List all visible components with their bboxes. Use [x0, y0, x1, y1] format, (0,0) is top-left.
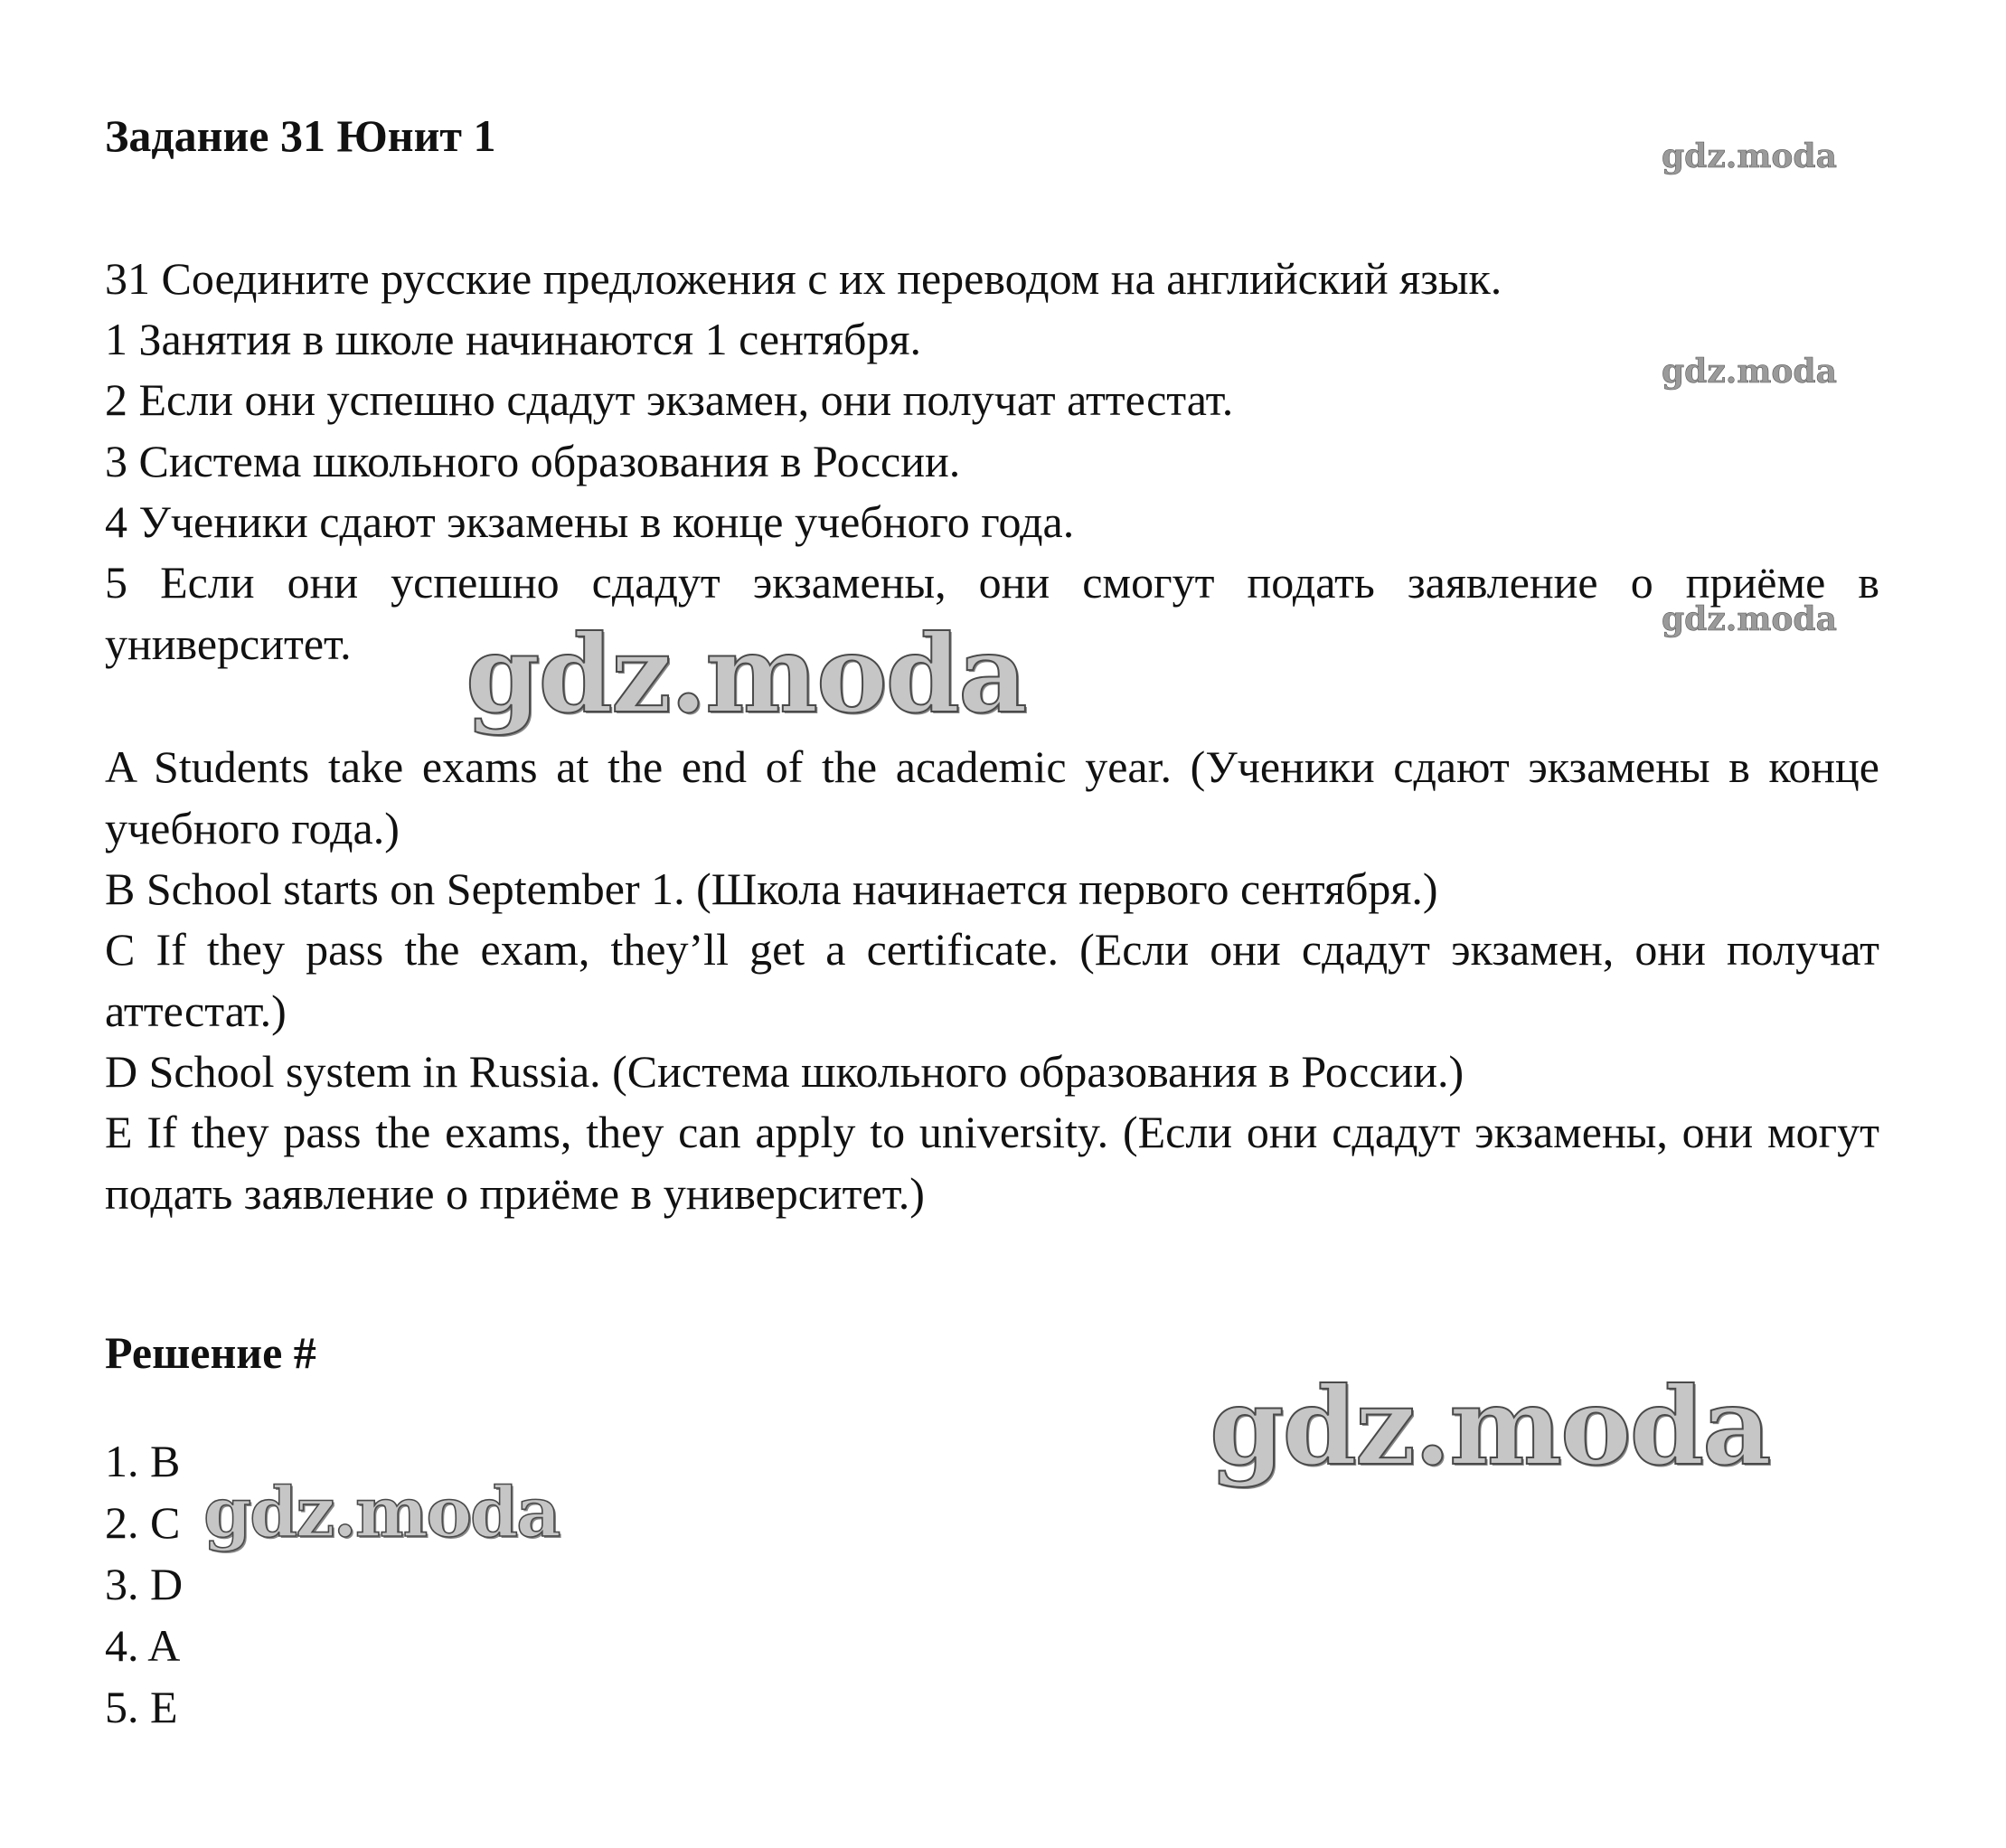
russian-sentence-5: 5 Если они успешно сдадут экзамены, они смогут подать заявление о приёме в университет. [105, 557, 1879, 669]
answer-list [105, 1430, 183, 1738]
watermark-large-left: gdz.moda [466, 611, 1026, 737]
answer-item-5: 5. E [105, 1682, 178, 1732]
english-sentence-c: C If they pass the exam, they’ll get a certificate. (Если они сдадут экзамен, они получат аттестат.) [105, 924, 1879, 1036]
watermark-medium-answers: gdz.moda [203, 1472, 560, 1552]
watermark-small-top: gdz.moda [1662, 137, 1837, 175]
task-heading: Задание 31 Юнит 1 [105, 110, 496, 161]
answer-item-3: 3. D [105, 1559, 184, 1609]
english-sentence-d: D School system in Russia. (Система школьного образования в России.) [105, 1046, 1464, 1097]
answer-item-4: 4. A [105, 1620, 181, 1671]
russian-sentence-4: 4 Ученики сдают экзамены в конце учебного года. [105, 496, 1075, 547]
watermark-small-lower: gdz.moda [1662, 600, 1837, 638]
watermark-large-right: gdz.moda [1210, 1363, 1770, 1489]
english-sentence-e: E If they pass the exams, they can apply to university. (Если они сдадут экзамены, они могут подать заявление о приёме в университет.) [105, 1107, 1879, 1219]
english-sentence-a: A Students take exams at the end of the academic year. (Ученики сдают экзамены в конце учебного года.) [105, 741, 1879, 853]
watermark-small-middle: gdz.moda [1662, 353, 1837, 391]
russian-sentence-2: 2 Если они успешно сдадут экзамен, они получат аттестат. [105, 374, 1234, 425]
answer-item-2: 2. C [105, 1497, 181, 1548]
russian-sentence-1: 1 Занятия в школе начинаются 1 сентября. [105, 314, 921, 364]
russian-sentence-3: 3 Система школьного образования в России. [105, 436, 961, 486]
solution-heading: Решение # [105, 1327, 316, 1378]
english-sentence-b: B School starts on September 1. (Школа начинается первого сентября.) [105, 863, 1438, 914]
task-instruction: 31 Соедините русские предложения с их переводом на английский язык. [105, 253, 1502, 304]
answer-item-1: 1. B [105, 1436, 181, 1486]
